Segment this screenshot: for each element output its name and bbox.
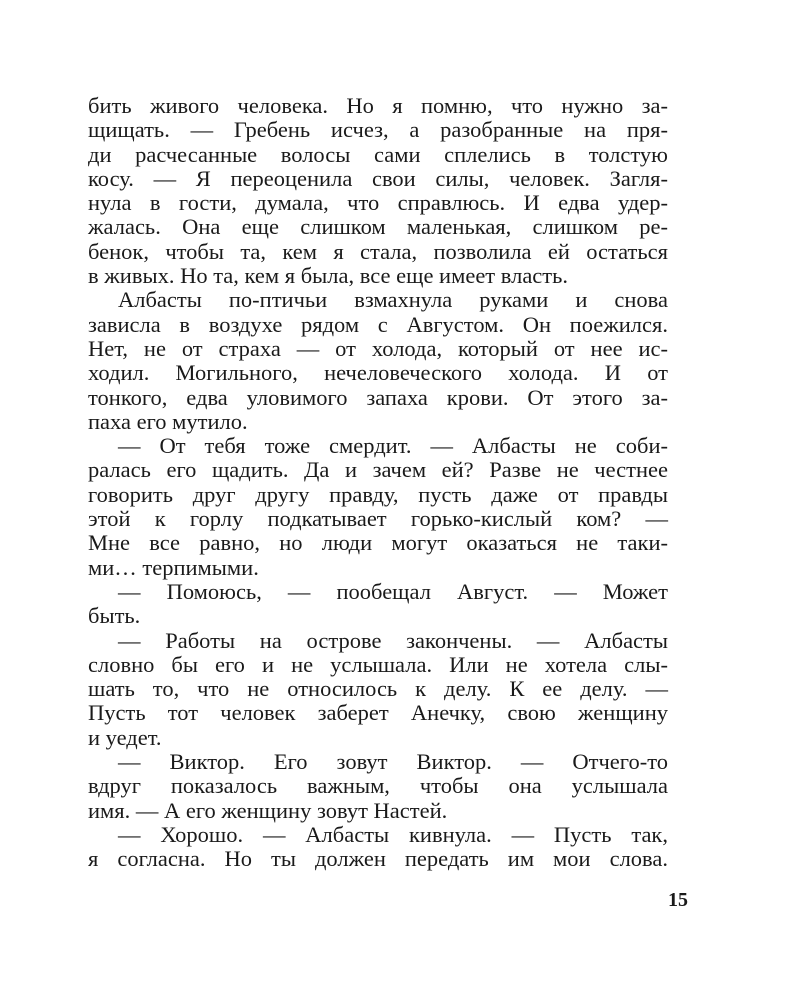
text-line: Албасты по-птичьи взмахнула руками и снова: [118, 287, 668, 313]
text-line: ми… терпимыми.: [88, 554, 259, 580]
text-line: ралась его щадить. Да и зачем ей? Разве не честнее: [88, 457, 668, 483]
text-line: — Хорошо. — Албасты кивнула. — Пусть так,: [118, 821, 668, 847]
text-line: — Виктор. Его зовут Виктор. — Отчего-то: [118, 749, 668, 775]
text-line: и уедет.: [88, 724, 162, 750]
text-line: тонкого, едва уловимого запаха крови. От этого за-: [88, 384, 668, 410]
text-line: шать то, что не относилось к делу. К ее делу. —: [88, 676, 668, 702]
text-line: щищать. — Гребень исчез, а разобранные на пря-: [88, 117, 668, 143]
text-line: этой к горлу подкатывает горько-кислый ком? —: [88, 506, 668, 532]
text-line: — Работы на острове закончены. — Албасты: [118, 627, 668, 653]
text-line: ходил. Могильного, нечеловеческого холода. И от: [88, 360, 668, 386]
text-line: бенок, чтобы та, кем я стала, позволила ей остаться: [88, 238, 668, 264]
text-line: — От тебя тоже смердит. — Албасты не соби-: [118, 433, 668, 459]
text-line: — Помоюсь, — пообещал Август. — Может: [118, 578, 668, 604]
text-line: имя. — А его женщину зовут Настей.: [88, 797, 448, 823]
text-line: паха его мутило.: [88, 408, 248, 434]
text-line: словно бы его и не услышала. Или не хотела слы-: [88, 651, 668, 677]
text-line: жалась. Она еще слишком маленькая, слишком ре-: [88, 214, 668, 240]
page-number: 15: [668, 889, 688, 911]
text-line: вдруг показалось важным, чтобы она услышала: [88, 773, 668, 799]
text-line: быть.: [88, 603, 141, 629]
text-line: ди расчесанные волосы сами сплелись в толстую: [88, 141, 668, 167]
text-line: зависла в воздухе рядом с Августом. Он поежился.: [88, 311, 668, 337]
text-line: нула в гости, думала, что справлюсь. И едва удер-: [88, 190, 668, 216]
body-text: [88, 94, 668, 872]
text-line: Мне все равно, но люди могут оказаться не таки-: [88, 530, 668, 556]
text-line: косу. — Я переоценила свои силы, человек. Загля-: [88, 165, 668, 191]
text-line: я согласна. Но ты должен передать им мои слова.: [88, 846, 668, 872]
text-line: бить живого человека. Но я помню, что нужно за-: [88, 93, 668, 118]
text-line: Пусть тот человек заберет Анечку, свою женщину: [88, 700, 668, 726]
text-line: Нет, не от страха — от холода, который от нее ис-: [88, 335, 668, 361]
text-line: говорить друг другу правду, пусть даже от правды: [88, 481, 668, 507]
text-line: в живых. Но та, кем я была, все еще имеет власть.: [88, 263, 569, 289]
